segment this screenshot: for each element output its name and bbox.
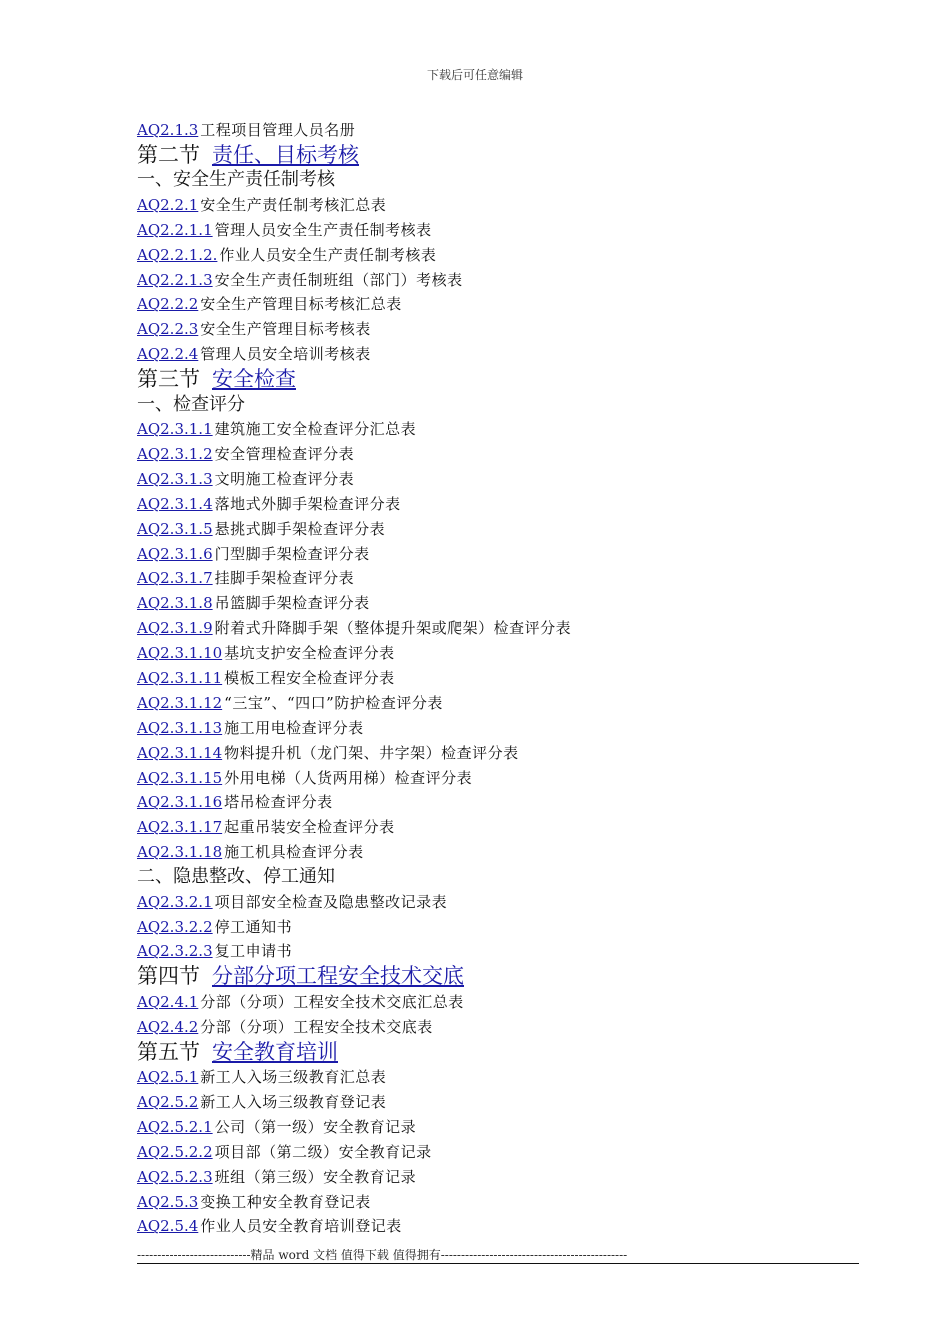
- toc-item-title: 管理人员安全生产责任制考核表: [214, 220, 432, 239]
- toc-item-code-link[interactable]: AQ2.3.1.11: [137, 669, 223, 688]
- section-title-link[interactable]: 分部分项工程安全技术交底: [212, 964, 464, 989]
- toc-item: [137, 193, 867, 218]
- toc-item-code-link[interactable]: AQ2.2.1: [137, 195, 199, 214]
- toc-item: [137, 1214, 867, 1239]
- toc-item-code-link[interactable]: AQ2.2.3: [137, 320, 199, 339]
- toc-item-code-link[interactable]: AQ2.3.1.1: [137, 420, 213, 439]
- toc-item-code-link[interactable]: AQ2.3.1.3: [137, 469, 213, 488]
- section-heading: [137, 1040, 867, 1066]
- toc-item-code-link[interactable]: AQ2.5.1: [137, 1068, 199, 1087]
- toc-item-code-link[interactable]: AQ2.3.1.10: [137, 644, 223, 663]
- toc-item: [137, 691, 867, 716]
- subsection-heading: 二、隐患整改、停工通知: [137, 866, 335, 888]
- toc-item: [137, 467, 867, 492]
- section-number: 第二节: [137, 142, 200, 167]
- toc-item-title: 建筑施工安全检查评分汇总表: [214, 420, 417, 439]
- toc-item: [137, 492, 867, 517]
- toc-item-code-link[interactable]: AQ2.3.2.1: [137, 892, 213, 911]
- section-number: 第四节: [137, 964, 200, 989]
- section-title-link[interactable]: 责任、目标考核: [212, 142, 359, 167]
- toc-item-title: 塔吊检查评分表: [224, 793, 333, 812]
- section-number: 第三节: [137, 367, 200, 392]
- toc-item-title: 起重吊装安全检查评分表: [224, 818, 395, 837]
- document-body: [137, 118, 867, 1239]
- toc-item-title: 安全生产责任制班组（部门）考核表: [214, 270, 463, 289]
- toc-item-title: 吊篮脚手架检查评分表: [214, 594, 370, 613]
- toc-item-code-link[interactable]: AQ2.3.1.14: [137, 743, 223, 762]
- toc-item-title: 物料提升机（龙门架、井字架）检查评分表: [224, 743, 519, 762]
- toc-item-code-link[interactable]: AQ2.4.2: [137, 1017, 199, 1036]
- toc-item: [137, 1015, 867, 1040]
- toc-item: [137, 915, 867, 940]
- section-heading: [137, 143, 867, 169]
- toc-item-title: 班组（第三级）安全教育记录: [214, 1167, 417, 1186]
- toc-item: [137, 815, 867, 840]
- toc-item: [137, 218, 867, 243]
- toc-item-title: 挂脚手架检查评分表: [214, 569, 355, 588]
- toc-item-title: 新工人入场三级教育汇总表: [200, 1068, 387, 1087]
- toc-item-code-link[interactable]: AQ2.3.1.2: [137, 445, 213, 464]
- toc-item: [137, 716, 867, 741]
- toc-item-code-link[interactable]: AQ2.3.1.18: [137, 843, 223, 862]
- toc-item: [137, 566, 867, 591]
- toc-item-title: 附着式升降脚手架（整体提升架或爬架）检查评分表: [214, 619, 572, 638]
- toc-item-title: 管理人员安全培训考核表: [200, 345, 371, 364]
- toc-item-code-link[interactable]: AQ2.4.1: [137, 992, 199, 1011]
- toc-item-code-link[interactable]: AQ2.2.4: [137, 345, 199, 364]
- toc-item-code-link[interactable]: AQ2.2.2: [137, 295, 199, 314]
- toc-item-title: 安全生产责任制考核汇总表: [200, 195, 387, 214]
- toc-item-code-link[interactable]: AQ2.3.1.16: [137, 793, 223, 812]
- toc-item-title: 门型脚手架检查评分表: [214, 544, 370, 563]
- toc-item: [137, 741, 867, 766]
- subsection-heading: 一、安全生产责任制考核: [137, 169, 335, 191]
- toc-item: [137, 243, 867, 268]
- toc-item-title: 复工申请书: [214, 942, 293, 961]
- toc-item-code-link[interactable]: AQ2.5.2: [137, 1093, 199, 1111]
- toc-item-code-link[interactable]: AQ2.5.2.2: [137, 1142, 213, 1161]
- toc-item-title: “三宝”、“四口”防护检查评分表: [224, 693, 443, 712]
- toc-item-code-link[interactable]: AQ2.5.2.1: [137, 1117, 213, 1136]
- toc-item-code-link[interactable]: AQ2.3.1.5: [137, 519, 213, 538]
- toc-item: [137, 442, 867, 467]
- toc-item: [137, 591, 867, 616]
- section-number: 第五节: [137, 1039, 200, 1064]
- toc-item-title: 落地式外脚手架检查评分表: [214, 494, 401, 513]
- toc-item-title: 停工通知书: [214, 917, 293, 936]
- toc-item-title: 安全管理检查评分表: [214, 445, 355, 464]
- toc-item: [137, 292, 867, 317]
- toc-item-code-link[interactable]: AQ2.3.1.8: [137, 594, 213, 613]
- toc-item-code-link[interactable]: AQ2.3.1.12: [137, 693, 223, 712]
- toc-item-code-link[interactable]: AQ2.5.4: [137, 1217, 199, 1236]
- toc-item-code-link[interactable]: AQ2.3.1.6: [137, 544, 213, 563]
- toc-item-code-link[interactable]: AQ2.1.3: [137, 121, 199, 139]
- toc-item-title: 安全生产管理目标考核汇总表: [200, 295, 402, 314]
- toc-item-title: 作业人员安全生产责任制考核表: [219, 245, 437, 264]
- toc-item-title: 基坑支护安全检查评分表: [224, 644, 395, 663]
- toc-item: [137, 1065, 867, 1090]
- toc-item-title: 安全生产管理目标考核表: [200, 320, 371, 339]
- toc-item: [137, 790, 867, 815]
- toc-item: [137, 268, 867, 293]
- toc-item-code-link[interactable]: AQ2.2.1.3: [137, 270, 213, 289]
- toc-item: [137, 1140, 867, 1165]
- toc-item-title: 悬挑式脚手架检查评分表: [214, 519, 386, 538]
- toc-item-title: 分部（分项）工程安全技术交底汇总表: [200, 992, 464, 1011]
- toc-item-code-link[interactable]: AQ2.3.1.4: [137, 494, 213, 513]
- toc-item-code-link[interactable]: AQ2.3.2.2: [137, 917, 213, 936]
- toc-item-title: 工程项目管理人员名册: [200, 121, 356, 139]
- toc-item: [137, 1165, 867, 1190]
- toc-item: [137, 990, 867, 1015]
- toc-item: [137, 616, 867, 641]
- toc-item: [137, 118, 867, 143]
- toc-item: [137, 417, 867, 442]
- toc-item-title: 项目部安全检查及隐患整改记录表: [214, 892, 448, 911]
- toc-item: [137, 1190, 867, 1215]
- section-title-link[interactable]: 安全检查: [212, 367, 296, 392]
- toc-item-title: 新工人入场三级教育登记表: [200, 1093, 387, 1111]
- subsection-heading: 一、检查评分: [137, 393, 245, 415]
- toc-item: [137, 890, 867, 915]
- toc-item-code-link[interactable]: AQ2.5.2.3: [137, 1167, 213, 1186]
- toc-item: [137, 666, 867, 691]
- toc-item-title: 模板工程安全检查评分表: [224, 669, 395, 688]
- toc-item-code-link[interactable]: AQ2.3.1.13: [137, 718, 223, 737]
- toc-item-title: 外用电梯（人货两用梯）检查评分表: [224, 768, 473, 787]
- toc-item: [137, 840, 867, 865]
- toc-item: [137, 1115, 867, 1140]
- section-title-link[interactable]: 安全教育培训: [212, 1039, 338, 1064]
- toc-item-title: 施工用电检查评分表: [224, 718, 364, 737]
- toc-item-title: 作业人员安全教育培训登记表: [200, 1217, 402, 1236]
- toc-item: [137, 1090, 867, 1115]
- toc-item-code-link[interactable]: AQ2.2.1.1: [137, 220, 213, 239]
- section-heading: [137, 964, 867, 990]
- toc-item-code-link[interactable]: AQ2.2.1.2.: [137, 245, 218, 264]
- toc-item-code-link[interactable]: AQ2.3.1.17: [137, 818, 223, 837]
- toc-item: [137, 317, 867, 342]
- section-heading: [137, 367, 867, 393]
- page-footer: ----------------------------精品 word 文档 值得下载 值得拥有----------------------------------------------: [137, 1248, 628, 1262]
- toc-item-title: 变换工种安全教育登记表: [200, 1192, 371, 1211]
- toc-item: [137, 542, 867, 567]
- footer-rule: [137, 1263, 859, 1264]
- toc-item-code-link[interactable]: AQ2.3.1.7: [137, 569, 213, 588]
- toc-item-code-link[interactable]: AQ2.3.2.3: [137, 942, 213, 961]
- toc-item-title: 项目部（第二级）安全教育记录: [214, 1142, 432, 1161]
- toc-item-code-link[interactable]: AQ2.3.1.9: [137, 619, 213, 638]
- toc-item: [137, 766, 867, 791]
- toc-item: [137, 517, 867, 542]
- toc-item-code-link[interactable]: AQ2.3.1.15: [137, 768, 223, 787]
- page-header: 下载后可任意编辑: [426, 68, 523, 82]
- toc-item: [137, 641, 867, 666]
- toc-item-title: 公司（第一级）安全教育记录: [214, 1117, 417, 1136]
- toc-item: [137, 939, 867, 964]
- toc-item-code-link[interactable]: AQ2.5.3: [137, 1192, 199, 1211]
- toc-item: [137, 342, 867, 367]
- toc-item-title: 分部（分项）工程安全技术交底表: [200, 1017, 433, 1036]
- toc-item-title: 施工机具检查评分表: [224, 843, 364, 862]
- toc-item-title: 文明施工检查评分表: [214, 469, 355, 488]
